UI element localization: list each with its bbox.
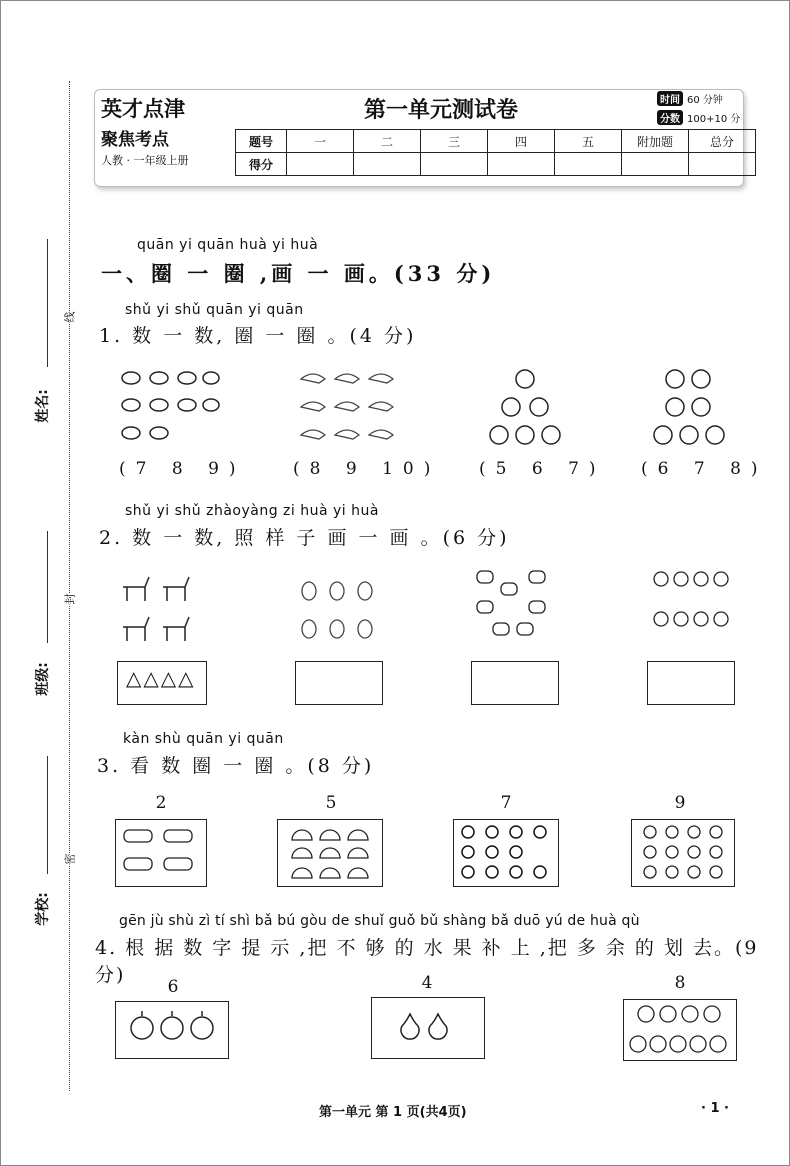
q1-pinyin: shǔ yi shǔ quān yi quān xyxy=(125,302,304,318)
score-info xyxy=(657,110,740,125)
crab-icon-group xyxy=(119,365,219,449)
score-tag: 分数 xyxy=(657,110,683,125)
q1-text: 1. 数 一 数, 圈 一 圈 。(4 分) xyxy=(99,325,417,347)
q3-number: 2 xyxy=(155,793,167,813)
q2-answer-box[interactable] xyxy=(471,661,559,705)
q4-number: 6 xyxy=(167,977,179,997)
seal-char-seal: 封 xyxy=(63,593,77,605)
brand-line3: 人教 · 一年级上册 xyxy=(101,154,189,167)
score-header-cell: 三 xyxy=(421,130,488,153)
class-write-line xyxy=(47,531,48,643)
binding-dotted-line xyxy=(69,81,70,1091)
name-label: 姓名: xyxy=(34,389,51,423)
q2-pinyin: shǔ yi shǔ zhàoyàng zi huà yi huà xyxy=(125,503,379,519)
section1-pinyin: quān yi quān huà yi huà xyxy=(137,237,319,253)
apple-icon-group xyxy=(116,1002,228,1058)
q4-text: 4. 根 据 数 字 提 示 ,把 不 够 的 水 果 补 上 ,把 多 余 的 划 去。(9 分) xyxy=(95,937,759,986)
time-value: 60 分钟 xyxy=(687,95,723,106)
q2-answer-box[interactable] xyxy=(647,661,735,705)
rabbit-icon-group xyxy=(297,567,381,647)
score-row-label: 得分 xyxy=(236,153,287,176)
score-cell[interactable] xyxy=(421,153,488,176)
q3-number: 5 xyxy=(325,793,337,813)
score-header-cell: 一 xyxy=(287,130,354,153)
q1-option-c[interactable]: (5 6 7) xyxy=(479,459,606,479)
pear-icon-group xyxy=(372,998,484,1058)
footer-page-info: 第一单元 第 1 页(共4页) xyxy=(319,1105,467,1120)
q1-option-d[interactable]: (6 7 8) xyxy=(641,459,768,479)
score-cell[interactable] xyxy=(689,153,756,176)
bear-icon-group xyxy=(651,567,735,647)
mushroom-icon-group xyxy=(632,820,734,886)
score-header-cell: 题号 xyxy=(236,130,287,153)
school-label: 学校: xyxy=(34,892,51,926)
brand-logo xyxy=(101,93,227,168)
tape-icon-group xyxy=(454,820,558,886)
name-write-line xyxy=(47,239,48,367)
time-tag: 时间 xyxy=(657,91,683,106)
score-cell[interactable] xyxy=(488,153,555,176)
q3-pinyin: kàn shù quān yi quān xyxy=(123,731,284,747)
shell-icon-group xyxy=(278,820,382,886)
exam-title: 第一单元测试卷 xyxy=(363,98,518,123)
score-value: 100+10 分 xyxy=(687,114,741,125)
car-icon-group xyxy=(116,820,206,886)
brand-line1: 英才点津 xyxy=(101,97,185,121)
score-header-cell: 五 xyxy=(555,130,622,153)
peach-fruit-box[interactable] xyxy=(623,999,737,1061)
score-table xyxy=(235,129,756,176)
pear-fruit-box[interactable] xyxy=(371,997,485,1059)
q4-number: 8 xyxy=(674,973,686,993)
q2-text: 2. 数 一 数, 照 样 子 画 一 画 。(6 分) xyxy=(99,527,510,549)
seal-char-line: 线 xyxy=(63,311,77,323)
q2-answer-box[interactable] xyxy=(295,661,383,705)
q4-pinyin: gēn jù shù zì tí shì bǎ bú gòu de shuǐ guǒ bǔ shàng bǎ duō yú de huà qù xyxy=(119,913,640,929)
q2-example-box xyxy=(117,661,207,705)
deer-icon-group xyxy=(119,567,199,647)
score-header-cell: 总分 xyxy=(689,130,756,153)
q3-number: 7 xyxy=(500,793,512,813)
page-number: · 1 · xyxy=(701,1101,729,1116)
sheep-icon-group xyxy=(475,567,555,647)
mushroom-box[interactable] xyxy=(631,819,735,887)
section1-heading: 一、圈 一 圈 ,画 一 画。(33 分) xyxy=(101,261,496,286)
school-write-line xyxy=(47,756,48,874)
brand-line2: 聚焦考点 xyxy=(101,130,169,150)
score-cell[interactable] xyxy=(555,153,622,176)
class-label: 班级: xyxy=(34,662,51,696)
q4-number: 4 xyxy=(421,973,433,993)
q1-option-b[interactable]: (8 9 10) xyxy=(293,459,441,479)
shell-box[interactable] xyxy=(277,819,383,887)
q3-number: 9 xyxy=(674,793,686,813)
seal-char-secret: 密 xyxy=(63,853,77,865)
score-header-cell: 附加题 xyxy=(622,130,689,153)
q1-option-a[interactable]: (7 8 9) xyxy=(119,459,246,479)
apple-icon-group xyxy=(653,365,729,449)
score-cell[interactable] xyxy=(354,153,421,176)
q3-text: 3. 看 数 圈 一 圈 。(8 分) xyxy=(97,755,375,777)
score-cell[interactable] xyxy=(622,153,689,176)
lantern-icon-group xyxy=(489,365,565,449)
peach-icon-group xyxy=(624,1000,736,1060)
score-header-cell: 二 xyxy=(354,130,421,153)
tape-box[interactable] xyxy=(453,819,559,887)
score-header-cell: 四 xyxy=(488,130,555,153)
apple-fruit-box[interactable] xyxy=(115,1001,229,1059)
q2-example-triangles: △△△△ xyxy=(126,666,196,690)
bird-icon-group xyxy=(297,365,397,449)
score-cell[interactable] xyxy=(287,153,354,176)
car-box[interactable] xyxy=(115,819,207,887)
time-info xyxy=(657,91,723,106)
